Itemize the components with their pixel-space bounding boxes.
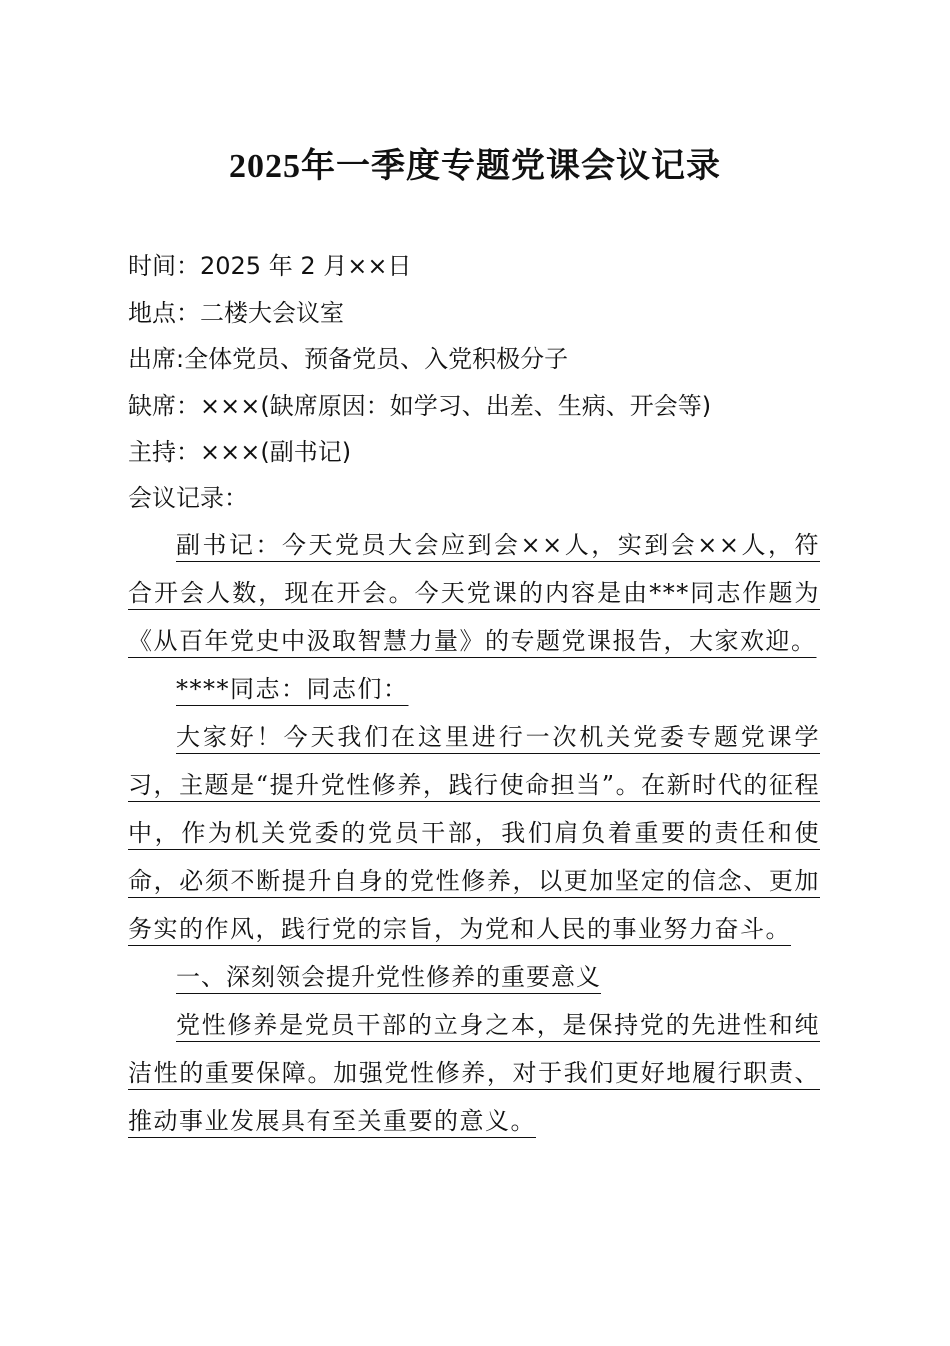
section-heading: 一、深刻领会提升党性修养的重要意义 <box>176 963 601 991</box>
meeting-time: 时间：2025 年 2 月××日 <box>128 252 412 280</box>
meeting-host: 主持：×××(副书记) <box>128 438 352 466</box>
speaker-greeting: ****同志：同志们： <box>176 675 409 703</box>
opening-paragraph: 副书记：今天党员大会应到会××人，实到会××人，符合开会人数，现在开会。今天党课的内容是由***同志作题为《从百年党史中汲取智慧力量》的专题党课报告，大家欢迎。 <box>128 531 820 655</box>
section-paragraph: 党性修养是党员干部的立身之本，是保持党的先进性和纯洁性的重要保障。加强党性修养，对于我们更好地履行职责、推动事业发展具有至关重要的意义。 <box>128 1011 820 1135</box>
meeting-absent: 缺席：×××(缺席原因：如学习、出差、生病、开会等) <box>128 392 712 420</box>
document-title: 2025年一季度专题党课会议记录 <box>229 148 721 185</box>
intro-paragraph: 大家好！今天我们在这里进行一次机关党委专题党课学习，主题是“提升党性修养，践行使命担当”。在新时代的征程中，作为机关党委的党员干部，我们肩负着重要的责任和使命，必须不断提升自身的党性修养，以更加坚定的信念、更加务实的作风，践行党的宗旨，为党和人民的事业努力奋斗。 <box>128 723 820 943</box>
meeting-record-body <box>128 521 820 1145</box>
meeting-attendees: 出席:全体党员、预备党员、入党积极分子 <box>128 345 569 373</box>
meeting-record-label: 会议记录： <box>128 484 248 512</box>
meeting-location: 地点：二楼大会议室 <box>128 299 344 327</box>
